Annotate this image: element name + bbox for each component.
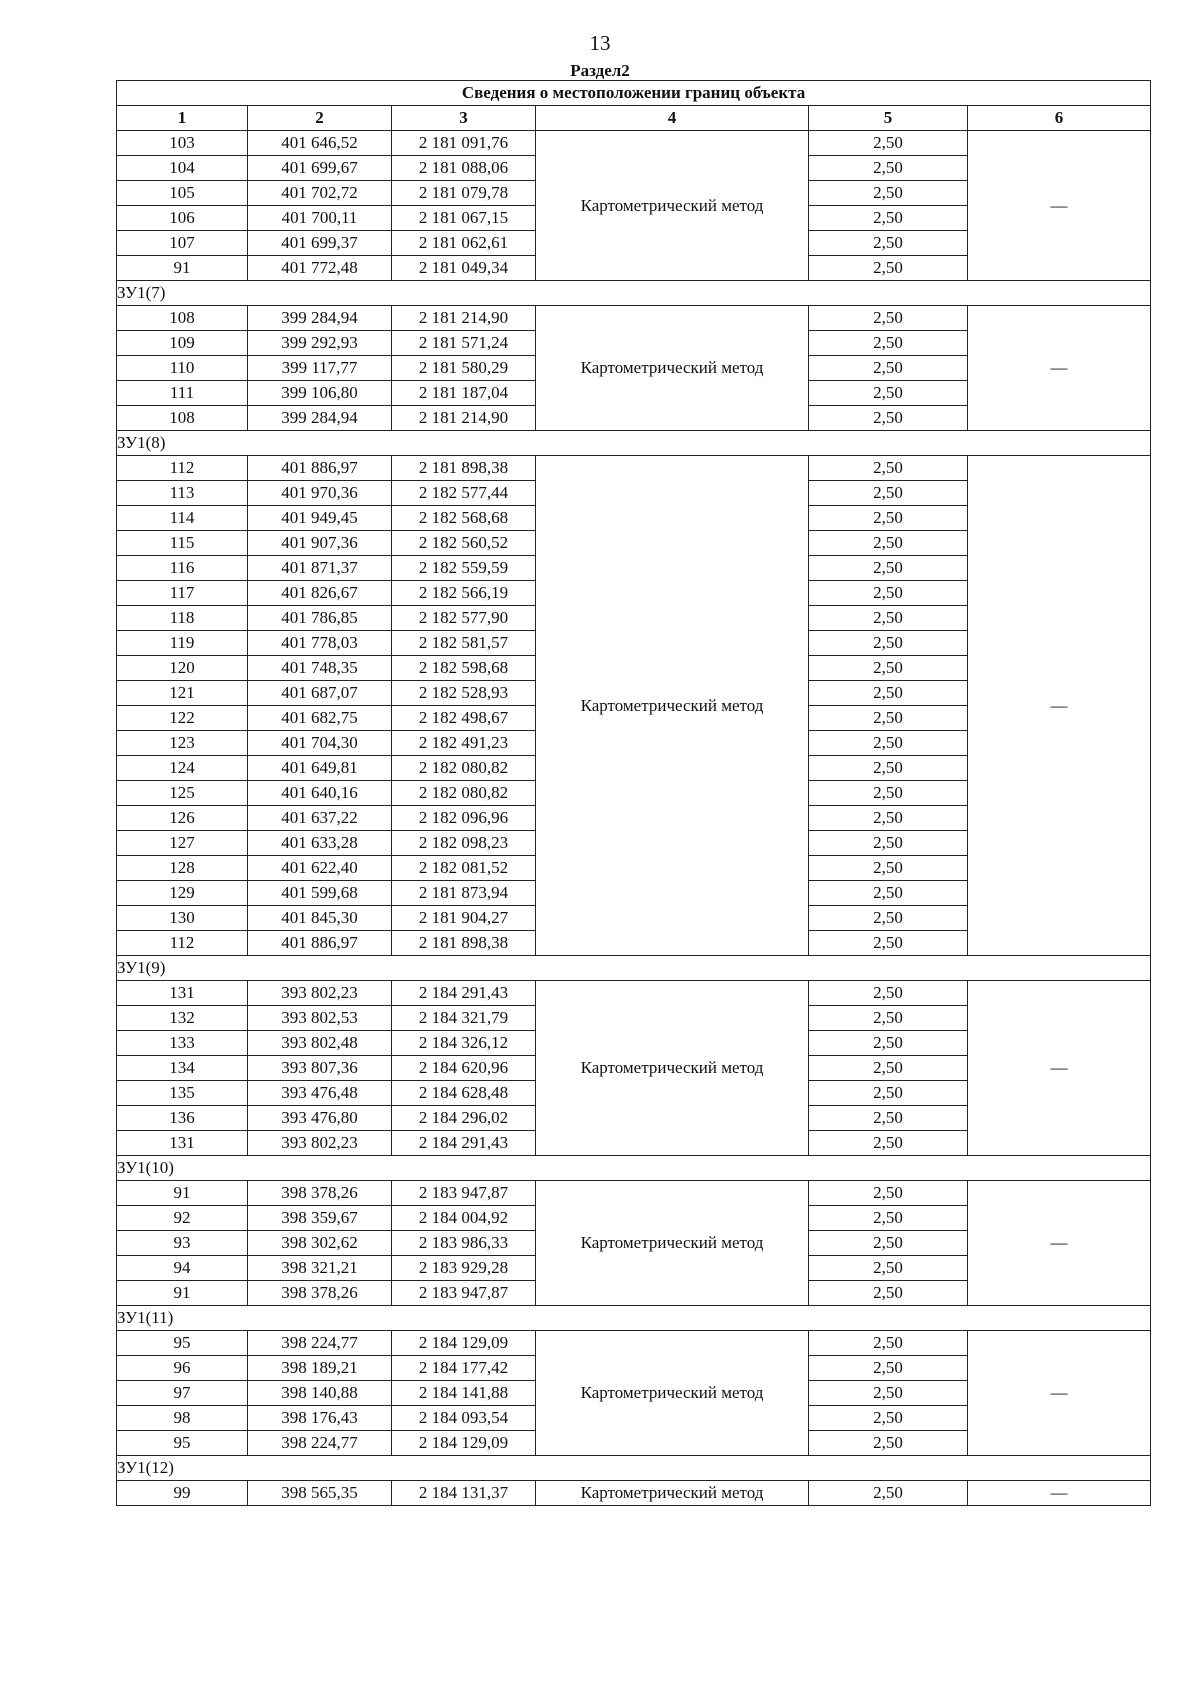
point-number-cell: 135	[117, 1081, 248, 1106]
section-label: ЗУ1(10)	[117, 1156, 1151, 1181]
coordinate-y-cell: 2 184 620,96	[392, 1056, 536, 1081]
coordinate-y-cell: 2 181 898,38	[392, 456, 536, 481]
accuracy-cell: 2,50	[809, 456, 968, 481]
coordinate-x-cell: 398 224,77	[248, 1331, 392, 1356]
table-row	[117, 131, 1151, 156]
column-header: 1	[117, 106, 248, 131]
accuracy-cell: 2,50	[809, 156, 968, 181]
point-number-cell: 134	[117, 1056, 248, 1081]
accuracy-cell: 2,50	[809, 1406, 968, 1431]
method-cell: Картометрический метод	[536, 1181, 809, 1306]
coordinate-x-cell: 398 224,77	[248, 1431, 392, 1456]
coordinate-y-cell: 2 184 131,37	[392, 1481, 536, 1506]
coordinate-y-cell: 2 182 491,23	[392, 731, 536, 756]
accuracy-cell: 2,50	[809, 556, 968, 581]
accuracy-cell: 2,50	[809, 1181, 968, 1206]
coordinate-y-cell: 2 182 568,68	[392, 506, 536, 531]
point-number-cell: 129	[117, 881, 248, 906]
point-number-cell: 91	[117, 256, 248, 281]
method-cell: Картометрический метод	[536, 306, 809, 431]
coordinate-y-cell: 2 181 580,29	[392, 356, 536, 381]
section-row	[117, 1456, 1151, 1481]
coordinate-x-cell: 401 845,30	[248, 906, 392, 931]
coordinate-x-cell: 393 807,36	[248, 1056, 392, 1081]
accuracy-cell: 2,50	[809, 381, 968, 406]
point-number-cell: 123	[117, 731, 248, 756]
coordinate-x-cell: 401 970,36	[248, 481, 392, 506]
coordinate-x-cell: 401 687,07	[248, 681, 392, 706]
point-number-cell: 96	[117, 1356, 248, 1381]
point-number-cell: 107	[117, 231, 248, 256]
accuracy-cell: 2,50	[809, 1231, 968, 1256]
coordinate-x-cell: 393 476,80	[248, 1106, 392, 1131]
coordinate-y-cell: 2 182 498,67	[392, 706, 536, 731]
coordinate-x-cell: 393 802,23	[248, 1131, 392, 1156]
coordinate-x-cell: 401 640,16	[248, 781, 392, 806]
accuracy-cell: 2,50	[809, 1031, 968, 1056]
coordinate-y-cell: 2 181 214,90	[392, 406, 536, 431]
coordinate-y-cell: 2 181 214,90	[392, 306, 536, 331]
point-number-cell: 115	[117, 531, 248, 556]
section-title: Раздел2	[570, 61, 630, 80]
point-number-cell: 95	[117, 1331, 248, 1356]
point-number-cell: 111	[117, 381, 248, 406]
section-label: ЗУ1(9)	[117, 956, 1151, 981]
method-cell: Картометрический метод	[536, 456, 809, 956]
method-cell: Картометрический метод	[536, 131, 809, 281]
accuracy-cell: 2,50	[809, 1081, 968, 1106]
table-row	[117, 456, 1151, 481]
accuracy-cell: 2,50	[809, 481, 968, 506]
accuracy-cell: 2,50	[809, 831, 968, 856]
column-6-cell: —	[968, 306, 1151, 431]
coordinate-y-cell: 2 182 581,57	[392, 631, 536, 656]
coordinate-x-cell: 393 802,23	[248, 981, 392, 1006]
section-label: ЗУ1(11)	[117, 1306, 1151, 1331]
section-row	[117, 431, 1151, 456]
coordinate-y-cell: 2 184 129,09	[392, 1431, 536, 1456]
coordinate-x-cell: 401 599,68	[248, 881, 392, 906]
column-6-cell: —	[968, 1481, 1151, 1506]
accuracy-cell: 2,50	[809, 306, 968, 331]
coordinate-x-cell: 399 106,80	[248, 381, 392, 406]
accuracy-cell: 2,50	[809, 1381, 968, 1406]
accuracy-cell: 2,50	[809, 681, 968, 706]
point-number-cell: 109	[117, 331, 248, 356]
coordinate-x-cell: 401 622,40	[248, 856, 392, 881]
table-row	[117, 1481, 1151, 1506]
coordinate-y-cell: 2 182 098,23	[392, 831, 536, 856]
coordinate-y-cell: 2 184 141,88	[392, 1381, 536, 1406]
coordinate-x-cell: 398 302,62	[248, 1231, 392, 1256]
coordinate-x-cell: 401 702,72	[248, 181, 392, 206]
accuracy-cell: 2,50	[809, 1006, 968, 1031]
coordinate-x-cell: 398 359,67	[248, 1206, 392, 1231]
coordinate-y-cell: 2 182 080,82	[392, 756, 536, 781]
point-number-cell: 108	[117, 406, 248, 431]
column-6-cell: —	[968, 981, 1151, 1156]
accuracy-cell: 2,50	[809, 1056, 968, 1081]
column-header: 6	[968, 106, 1151, 131]
coordinate-x-cell: 398 378,26	[248, 1281, 392, 1306]
accuracy-cell: 2,50	[809, 131, 968, 156]
table-caption: Сведения о местоположении границ объекта	[117, 81, 1151, 106]
coordinate-y-cell: 2 183 947,87	[392, 1181, 536, 1206]
accuracy-cell: 2,50	[809, 356, 968, 381]
point-number-cell: 91	[117, 1281, 248, 1306]
point-number-cell: 136	[117, 1106, 248, 1131]
coordinate-x-cell: 401 700,11	[248, 206, 392, 231]
table-row	[117, 1181, 1151, 1206]
coordinate-x-cell: 401 826,67	[248, 581, 392, 606]
point-number-cell: 126	[117, 806, 248, 831]
coordinate-y-cell: 2 182 566,19	[392, 581, 536, 606]
point-number-cell: 116	[117, 556, 248, 581]
method-cell: Картометрический метод	[536, 1331, 809, 1456]
accuracy-cell: 2,50	[809, 1331, 968, 1356]
coordinate-y-cell: 2 182 528,93	[392, 681, 536, 706]
accuracy-cell: 2,50	[809, 656, 968, 681]
coordinate-x-cell: 398 378,26	[248, 1181, 392, 1206]
coordinate-x-cell: 401 786,85	[248, 606, 392, 631]
section-row	[117, 1156, 1151, 1181]
coordinate-y-cell: 2 182 096,96	[392, 806, 536, 831]
section-label: ЗУ1(12)	[117, 1456, 1151, 1481]
coordinate-y-cell: 2 184 296,02	[392, 1106, 536, 1131]
coordinate-y-cell: 2 184 093,54	[392, 1406, 536, 1431]
point-number-cell: 121	[117, 681, 248, 706]
coordinate-y-cell: 2 184 129,09	[392, 1331, 536, 1356]
column-6-cell: —	[968, 1331, 1151, 1456]
coordinate-x-cell: 401 886,97	[248, 931, 392, 956]
point-number-cell: 110	[117, 356, 248, 381]
point-number-cell: 117	[117, 581, 248, 606]
column-6-cell: —	[968, 131, 1151, 281]
accuracy-cell: 2,50	[809, 206, 968, 231]
coordinate-x-cell: 401 646,52	[248, 131, 392, 156]
coordinate-y-cell: 2 181 049,34	[392, 256, 536, 281]
point-number-cell: 119	[117, 631, 248, 656]
accuracy-cell: 2,50	[809, 631, 968, 656]
point-number-cell: 91	[117, 1181, 248, 1206]
coordinate-y-cell: 2 183 947,87	[392, 1281, 536, 1306]
point-number-cell: 112	[117, 931, 248, 956]
point-number-cell: 133	[117, 1031, 248, 1056]
coordinate-y-cell: 2 184 291,43	[392, 1131, 536, 1156]
table-header	[117, 81, 1151, 131]
coordinate-x-cell: 401 748,35	[248, 656, 392, 681]
coordinate-x-cell: 401 637,22	[248, 806, 392, 831]
accuracy-cell: 2,50	[809, 806, 968, 831]
column-6-cell: —	[968, 1181, 1151, 1306]
section-row	[117, 281, 1151, 306]
coordinate-y-cell: 2 181 062,61	[392, 231, 536, 256]
point-number-cell: 93	[117, 1231, 248, 1256]
point-number-cell: 114	[117, 506, 248, 531]
coordinate-y-cell: 2 184 326,12	[392, 1031, 536, 1056]
coordinate-x-cell: 401 871,37	[248, 556, 392, 581]
accuracy-cell: 2,50	[809, 856, 968, 881]
coordinate-y-cell: 2 184 177,42	[392, 1356, 536, 1381]
coordinate-y-cell: 2 181 873,94	[392, 881, 536, 906]
accuracy-cell: 2,50	[809, 181, 968, 206]
point-number-cell: 105	[117, 181, 248, 206]
coordinate-y-cell: 2 184 628,48	[392, 1081, 536, 1106]
accuracy-cell: 2,50	[809, 1281, 968, 1306]
table-row	[117, 1331, 1151, 1356]
coordinate-y-cell: 2 181 088,06	[392, 156, 536, 181]
page-number: 13	[589, 31, 611, 55]
coordinate-x-cell: 398 321,21	[248, 1256, 392, 1281]
coordinate-y-cell: 2 182 080,82	[392, 781, 536, 806]
accuracy-cell: 2,50	[809, 781, 968, 806]
column-header: 4	[536, 106, 809, 131]
coordinate-x-cell: 401 778,03	[248, 631, 392, 656]
point-number-cell: 108	[117, 306, 248, 331]
accuracy-cell: 2,50	[809, 606, 968, 631]
coordinate-y-cell: 2 181 571,24	[392, 331, 536, 356]
coordinate-x-cell: 393 476,48	[248, 1081, 392, 1106]
method-cell: Картометрический метод	[536, 981, 809, 1156]
accuracy-cell: 2,50	[809, 1256, 968, 1281]
point-number-cell: 97	[117, 1381, 248, 1406]
coordinate-y-cell: 2 181 079,78	[392, 181, 536, 206]
accuracy-cell: 2,50	[809, 1206, 968, 1231]
boundary-coordinates-table	[116, 80, 1151, 1506]
accuracy-cell: 2,50	[809, 506, 968, 531]
point-number-cell: 118	[117, 606, 248, 631]
table-body	[117, 131, 1151, 1506]
accuracy-cell: 2,50	[809, 906, 968, 931]
point-number-cell: 95	[117, 1431, 248, 1456]
point-number-cell: 92	[117, 1206, 248, 1231]
coordinate-x-cell: 401 704,30	[248, 731, 392, 756]
accuracy-cell: 2,50	[809, 406, 968, 431]
column-header: 5	[809, 106, 968, 131]
point-number-cell: 103	[117, 131, 248, 156]
accuracy-cell: 2,50	[809, 731, 968, 756]
column-header: 3	[392, 106, 536, 131]
accuracy-cell: 2,50	[809, 1431, 968, 1456]
point-number-cell: 113	[117, 481, 248, 506]
coordinate-x-cell: 393 802,53	[248, 1006, 392, 1031]
point-number-cell: 104	[117, 156, 248, 181]
coordinate-y-cell: 2 181 091,76	[392, 131, 536, 156]
coordinate-x-cell: 399 284,94	[248, 306, 392, 331]
section-row	[117, 956, 1151, 981]
coordinate-x-cell: 398 565,35	[248, 1481, 392, 1506]
point-number-cell: 128	[117, 856, 248, 881]
method-cell: Картометрический метод	[536, 1481, 809, 1506]
point-number-cell: 98	[117, 1406, 248, 1431]
point-number-cell: 122	[117, 706, 248, 731]
accuracy-cell: 2,50	[809, 706, 968, 731]
column-header: 2	[248, 106, 392, 131]
coordinate-y-cell: 2 181 904,27	[392, 906, 536, 931]
point-number-cell: 130	[117, 906, 248, 931]
coordinate-y-cell: 2 183 929,28	[392, 1256, 536, 1281]
coordinate-x-cell: 401 633,28	[248, 831, 392, 856]
coordinate-y-cell: 2 182 560,52	[392, 531, 536, 556]
point-number-cell: 131	[117, 1131, 248, 1156]
accuracy-cell: 2,50	[809, 981, 968, 1006]
coordinate-x-cell: 401 699,37	[248, 231, 392, 256]
coordinate-y-cell: 2 182 598,68	[392, 656, 536, 681]
section-label: ЗУ1(7)	[117, 281, 1151, 306]
coordinate-x-cell: 399 284,94	[248, 406, 392, 431]
point-number-cell: 112	[117, 456, 248, 481]
coordinate-x-cell: 393 802,48	[248, 1031, 392, 1056]
coordinate-x-cell: 401 682,75	[248, 706, 392, 731]
coordinate-y-cell: 2 184 004,92	[392, 1206, 536, 1231]
point-number-cell: 127	[117, 831, 248, 856]
coordinate-y-cell: 2 181 187,04	[392, 381, 536, 406]
point-number-cell: 120	[117, 656, 248, 681]
coordinate-x-cell: 398 140,88	[248, 1381, 392, 1406]
coordinate-x-cell: 399 117,77	[248, 356, 392, 381]
coordinate-y-cell: 2 183 986,33	[392, 1231, 536, 1256]
coordinate-x-cell: 401 772,48	[248, 256, 392, 281]
coordinate-y-cell: 2 182 559,59	[392, 556, 536, 581]
column-6-cell: —	[968, 456, 1151, 956]
accuracy-cell: 2,50	[809, 581, 968, 606]
coordinate-y-cell: 2 184 321,79	[392, 1006, 536, 1031]
accuracy-cell: 2,50	[809, 531, 968, 556]
coordinate-y-cell: 2 181 898,38	[392, 931, 536, 956]
coordinate-x-cell: 401 699,67	[248, 156, 392, 181]
accuracy-cell: 2,50	[809, 1106, 968, 1131]
accuracy-cell: 2,50	[809, 256, 968, 281]
point-number-cell: 125	[117, 781, 248, 806]
coordinate-y-cell: 2 182 577,44	[392, 481, 536, 506]
coordinate-y-cell: 2 182 081,52	[392, 856, 536, 881]
coordinate-x-cell: 398 189,21	[248, 1356, 392, 1381]
point-number-cell: 94	[117, 1256, 248, 1281]
point-number-cell: 99	[117, 1481, 248, 1506]
accuracy-cell: 2,50	[809, 1481, 968, 1506]
table-row	[117, 306, 1151, 331]
coordinate-x-cell: 401 907,36	[248, 531, 392, 556]
accuracy-cell: 2,50	[809, 756, 968, 781]
coordinate-x-cell: 401 649,81	[248, 756, 392, 781]
point-number-cell: 131	[117, 981, 248, 1006]
table-row	[117, 981, 1151, 1006]
coordinate-y-cell: 2 184 291,43	[392, 981, 536, 1006]
accuracy-cell: 2,50	[809, 931, 968, 956]
accuracy-cell: 2,50	[809, 231, 968, 256]
coordinate-y-cell: 2 182 577,90	[392, 606, 536, 631]
coordinate-y-cell: 2 181 067,15	[392, 206, 536, 231]
accuracy-cell: 2,50	[809, 331, 968, 356]
coordinate-x-cell: 401 949,45	[248, 506, 392, 531]
accuracy-cell: 2,50	[809, 1131, 968, 1156]
coordinate-x-cell: 399 292,93	[248, 331, 392, 356]
accuracy-cell: 2,50	[809, 1356, 968, 1381]
point-number-cell: 132	[117, 1006, 248, 1031]
coordinate-x-cell: 401 886,97	[248, 456, 392, 481]
coordinate-x-cell: 398 176,43	[248, 1406, 392, 1431]
section-label: ЗУ1(8)	[117, 431, 1151, 456]
accuracy-cell: 2,50	[809, 881, 968, 906]
point-number-cell: 124	[117, 756, 248, 781]
point-number-cell: 106	[117, 206, 248, 231]
section-row	[117, 1306, 1151, 1331]
